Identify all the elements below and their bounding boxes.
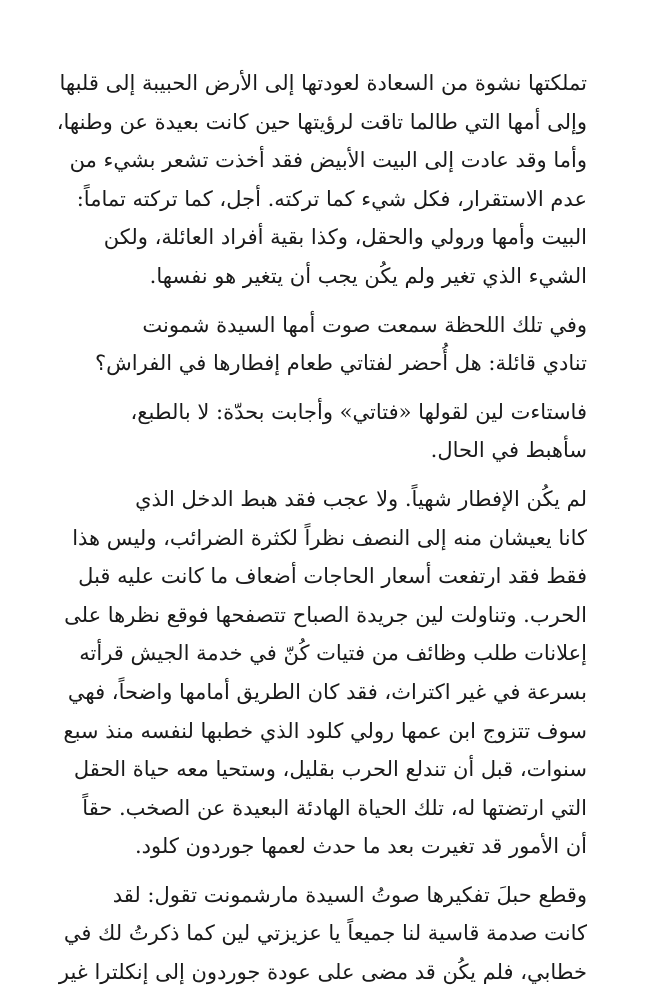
text-line: سنوات، قبل أن تندلع الحرب بقليل، وستحيا معه حياة الحقل bbox=[73, 757, 587, 782]
text-line: التي ارتضتها له، تلك الحياة الهادئة البعيدة عن الصخب. حقاً bbox=[82, 795, 587, 820]
text-line: البيت وأمها ورولي والحقل، وكذا بقية أفراد العائلة، ولكن bbox=[103, 225, 587, 250]
text-line: تنادي قائلة: هل أُحضر لفتاتي طعام إفطارها في الفراش؟ bbox=[95, 351, 587, 376]
text-line: وإلى أمها التي طالما تاقت لرؤيتها حين كانت بعيدة عن وطنها، bbox=[56, 109, 587, 134]
text-line: لم يكُن الإفطار شهياً. ولا عجب فقد هبط الدخل الذي bbox=[135, 486, 587, 511]
text-line: فاستاءت لين لقولها «فتاتي» وأجابت بحدّة: لا بالطبع، bbox=[130, 399, 587, 424]
text-line: وأما وقد عادت إلى البيت الأبيض فقد أخذت تشعر بشيء من bbox=[69, 148, 587, 173]
text-line: تملكتها نشوة من السعادة لعودتها إلى الأرض الحبيبة إلى قلبها bbox=[59, 71, 587, 95]
text-line: أن الأمور قد تغيرت بعد ما حدث لعمها جوردون كلود. bbox=[135, 834, 587, 859]
text-line: خطابي، فلم يكُن قد مضى على عودة جوردون إلى إنكلترا غير bbox=[58, 960, 587, 985]
paragraph-4 bbox=[63, 480, 587, 866]
paragraph-2 bbox=[70, 306, 587, 383]
text-line: إعلانات طلب وظائف من فتيات كُنّ في خدمة الجيش قرأته bbox=[79, 641, 587, 666]
text-line: وفي تلك اللحظة سمعت صوت أمها السيدة شمونت bbox=[142, 312, 587, 337]
text-line: الشيء الذي تغير ولم يكُن يجب أن يتغير هو نفسها. bbox=[149, 263, 587, 288]
text-line: عدم الاستقرار، فكل شيء كما تركته. أجل، كما تركته تماماً: bbox=[76, 186, 587, 211]
paragraph-5 bbox=[58, 876, 587, 992]
text-line: كانا يعيشان منه إلى النصف نظراً لكثرة الضرائب، وليس هذا bbox=[72, 525, 587, 550]
text-line: سأهبط في الحال. bbox=[430, 438, 587, 463]
text-line: سوف تتزوج ابن عمها رولي كلود الذي خطبها لنفسه منذ سبع bbox=[63, 718, 587, 743]
text-line: وقطع حبلَ تفكيرها صوتُ السيدة مارشمونت تقول: لقد bbox=[112, 882, 587, 907]
paragraph-3 bbox=[70, 393, 587, 470]
paragraph-1 bbox=[56, 64, 587, 296]
text-line: فقط فقد ارتفعت أسعار الحاجات أضعاف ما كانت عليه قبل bbox=[78, 564, 587, 589]
text-line: الحرب. وتناولت لين جريدة الصباح تتصفحها فوقع نظرها على bbox=[64, 602, 587, 627]
text-line: بسرعة في غير اكتراث، فقد كان الطريق أمامها واضحاً، فهي bbox=[67, 679, 587, 704]
text-line: كانت صدمة قاسية لنا جميعاً يا عزيزتي لين كما ذكرتُ لك في bbox=[63, 921, 587, 946]
